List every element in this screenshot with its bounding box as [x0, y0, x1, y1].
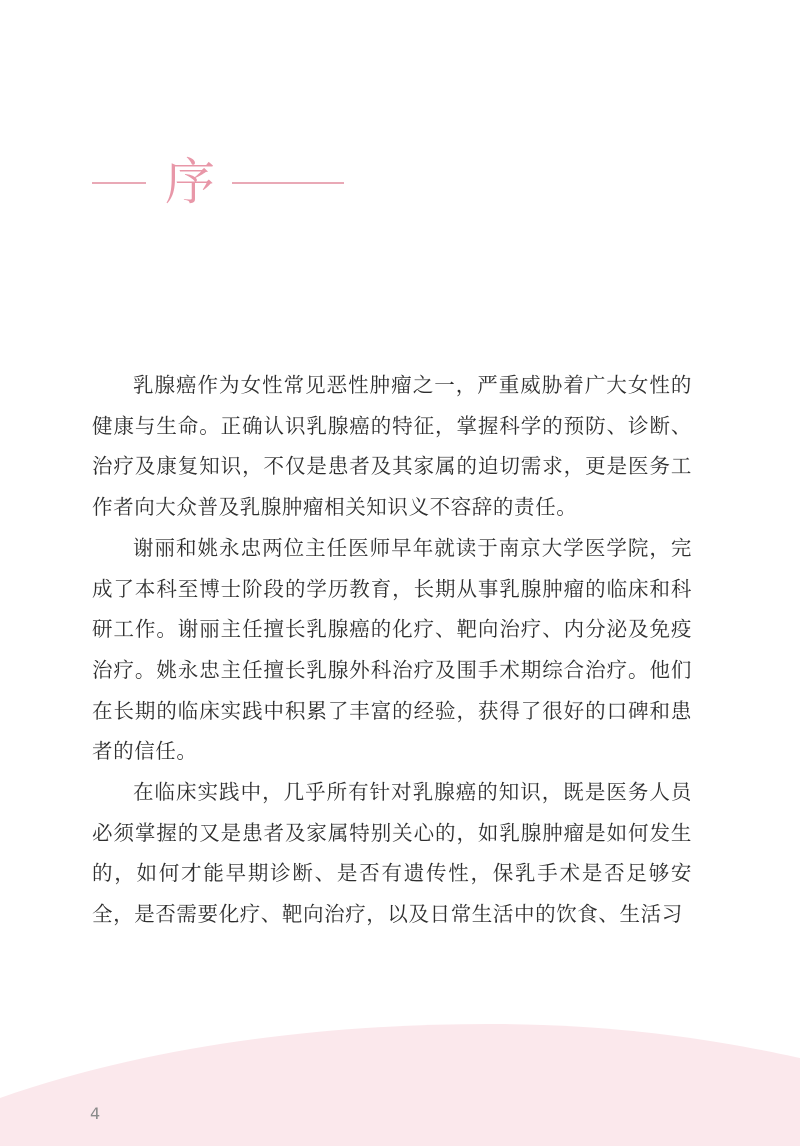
paragraph-2: 谢丽和姚永忠两位主任医师早年就读于南京大学医学院，完成了本科至博士阶段的学历教育，长期从事乳腺肿瘤的临床和科研工作。谢丽主任擅长乳腺癌的化疗、靶向治疗、内分泌及免疫治疗。姚永忠主任擅长乳腺外科治疗及围手术期综合治疗。他们在长期的临床实践中积累了丰富的经验，获得了很好的口碑和患者的信任。	[92, 535, 692, 764]
heading-left-rule	[92, 182, 146, 184]
paragraph-1: 乳腺癌作为女性常见恶性肿瘤之一，严重威胁着广大女性的健康与生命。正确认识乳腺癌的特征，掌握科学的预防、诊断、治疗及康复知识，不仅是患者及其家属的迫切需求，更是医务工作者向大众普及乳腺肿瘤相关知识义不容辞的责任。	[92, 373, 692, 520]
page-number: 4	[90, 1104, 101, 1123]
decorative-wave	[0, 1020, 800, 1146]
heading-right-rule	[232, 182, 344, 184]
paragraph-3: 在临床实践中，几乎所有针对乳腺癌的知识，既是医务人员必须掌握的又是患者及家属特别关心的，如乳腺肿瘤是如何发生的，如何才能早期诊断、是否有遗传性，保乳手术是否足够安全，是否需要化疗、靶向治疗，以及日常生活中的饮食、生活习	[92, 780, 692, 927]
preface-body	[92, 365, 692, 935]
preface-heading	[0, 0, 800, 260]
preface-title: 序	[165, 153, 215, 211]
